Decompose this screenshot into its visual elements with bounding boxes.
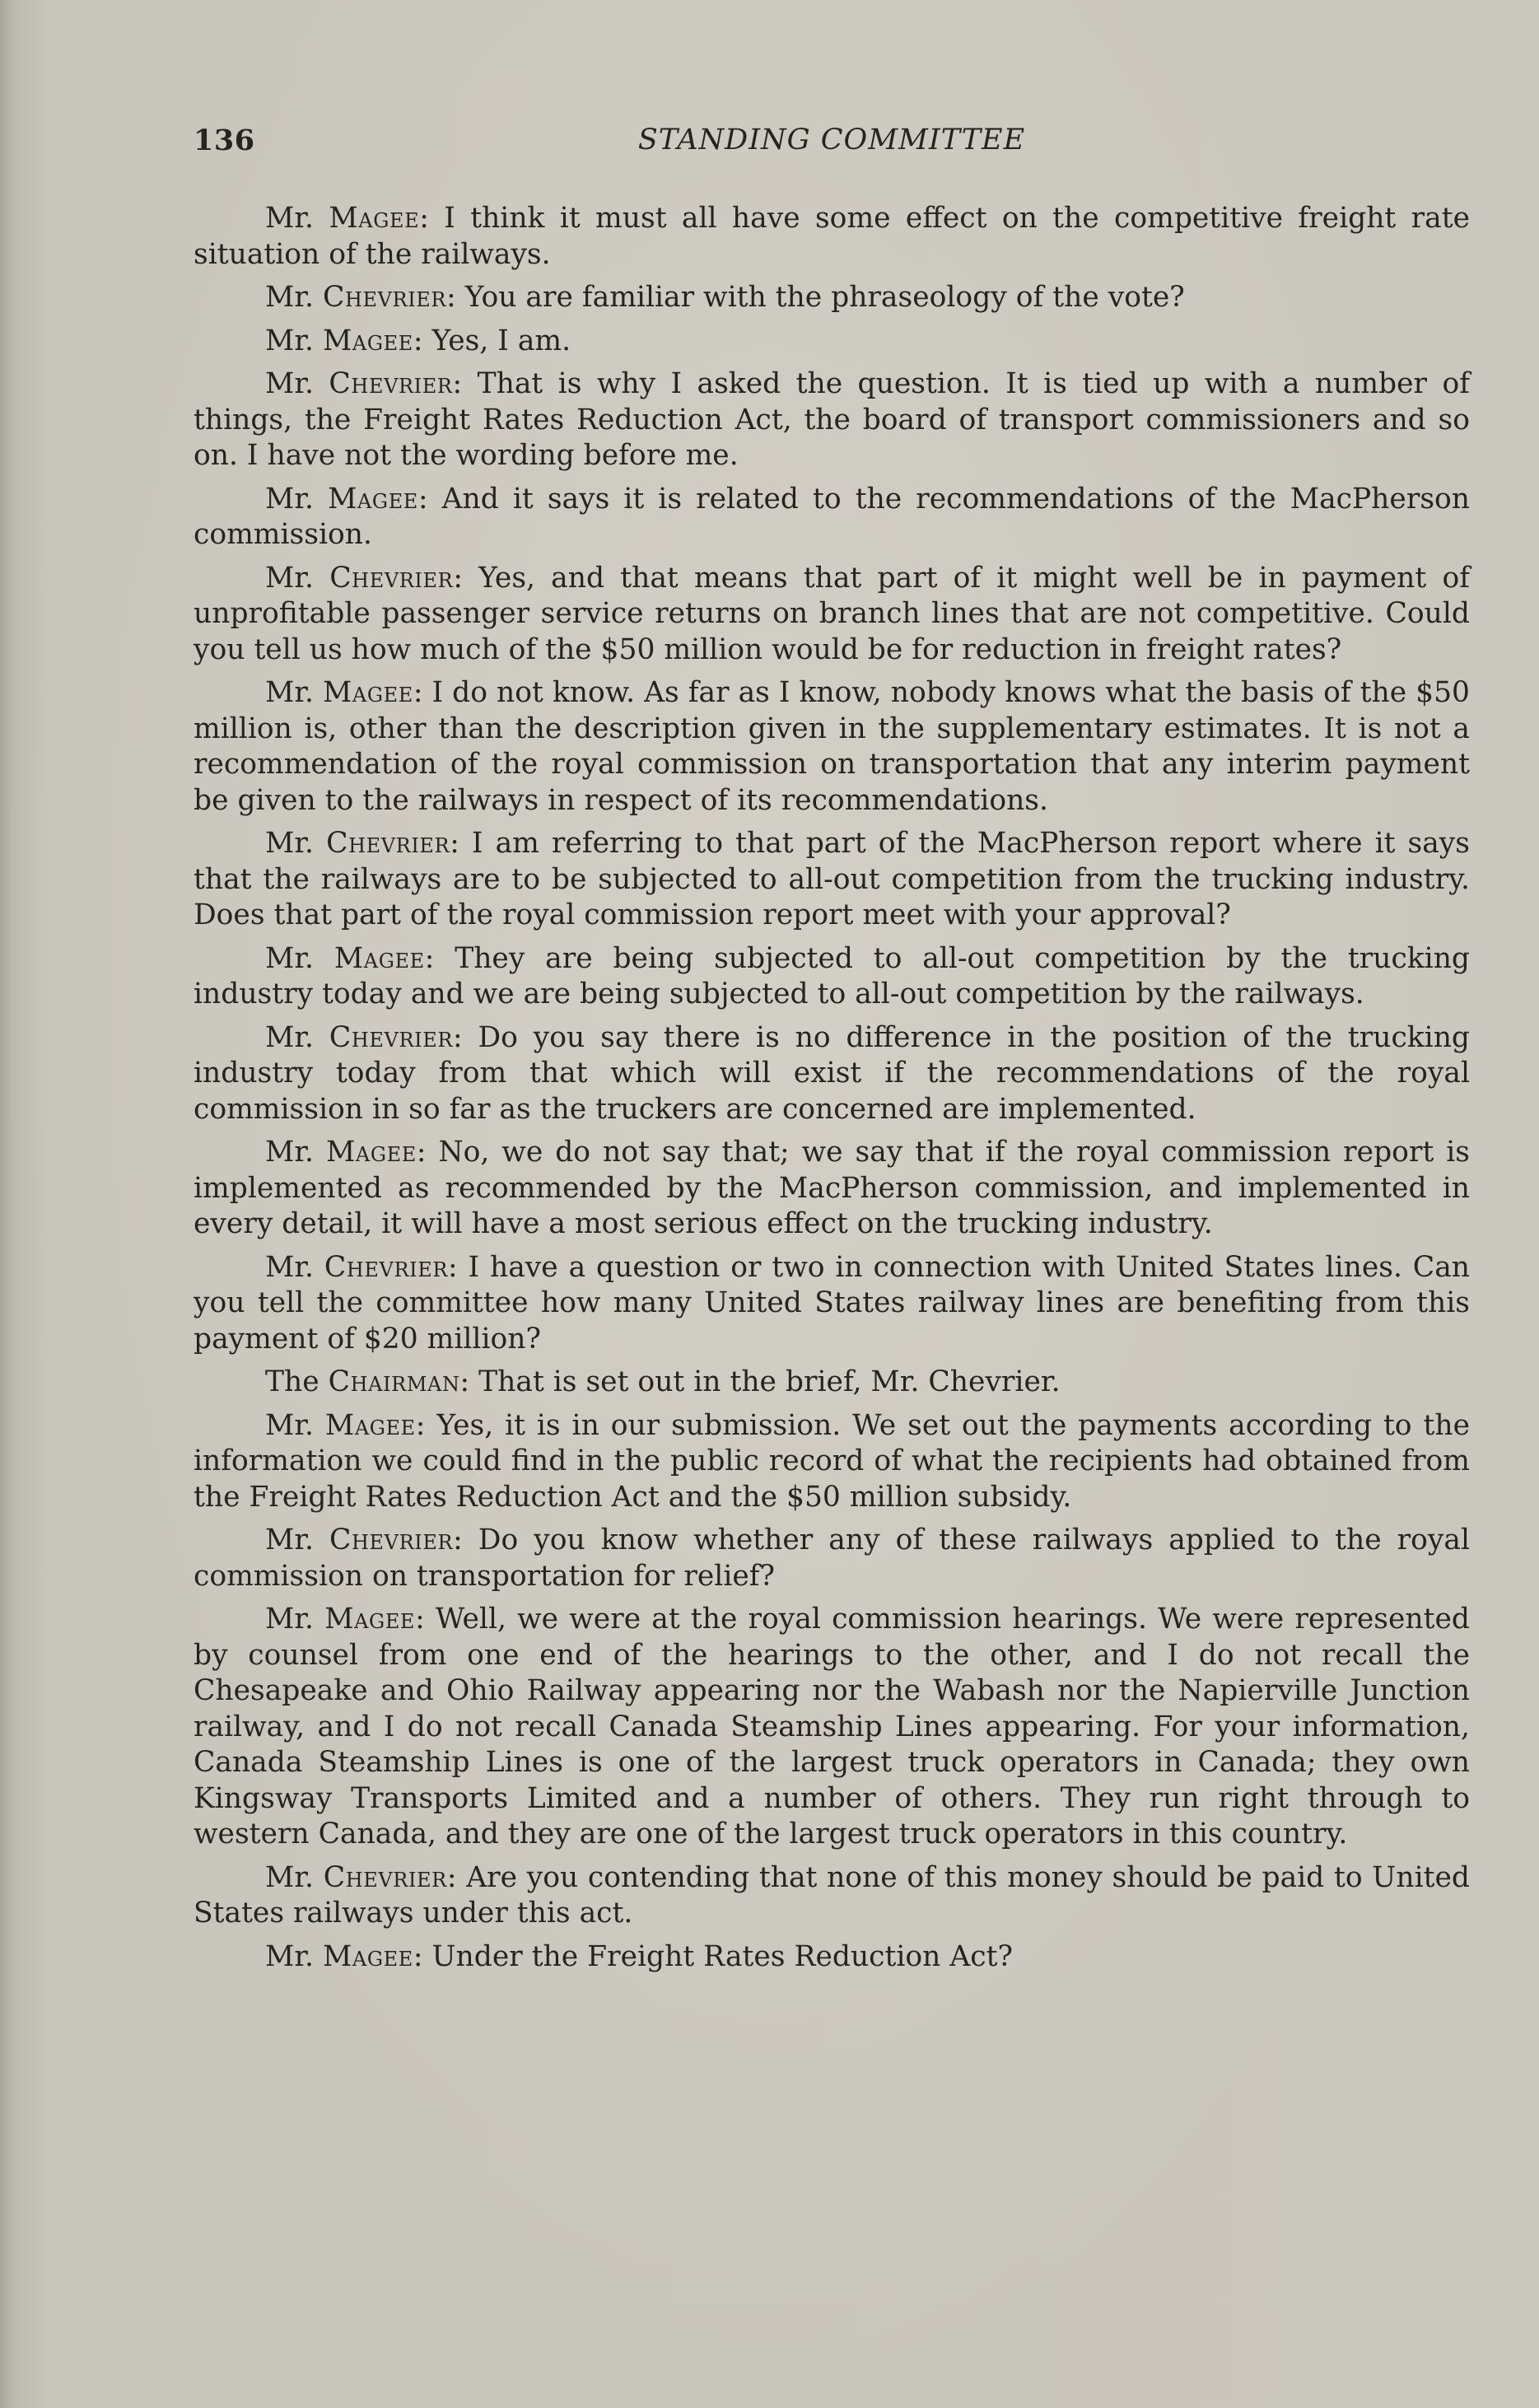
transcript-paragraph: Mr. Magee: I think it must all have some effect on the competitive freight rate situation of the railways. [194,202,1470,271]
speaker-name: Chevrier [323,1860,447,1894]
speaker-title: Mr. [265,482,314,516]
speech-text: I think it must all have some effect on the competitive freight rate situation of the railways. [194,202,1470,271]
speech-text: I have a question or two in connection with United States lines. Can you tell the committee how many United States railway lines are benefiting from this payment of $20 million? [194,1250,1470,1356]
transcript-paragraph: Mr. Magee: I do not know. As far as I know, nobody knows what the basis of the $50 million is, other than the description given in the supplementary estimates. It is not a recommendation of the royal commission on transportation that any interim payment be given to the railways in respect of its recommendations. [194,676,1470,817]
transcript-paragraph: Mr. Magee: Yes, I am. [265,324,571,357]
speaker-name: Chevrier [329,561,454,595]
speech-text: Yes, and that means that part of it might well be in payment of unprofitable passenger service returns on branch lines that are not competitive. Could you tell us how much of the $50 million would be for reduction in freight rates? [194,561,1470,666]
speaker-name: Chevrier [326,827,450,860]
transcript-paragraph: Mr. Magee: Yes, it is in our submission. We set out the payments according to the information we could find in the public record of what the recipients had obtained from the Freight Rates Reduction Act and the $50 million subsidy. [194,1408,1470,1514]
speaker-title: Mr. [265,367,314,400]
transcript-paragraph: Mr. Chevrier: That is why I asked the question. It is tied up with a number of things, the Freight Rates Reduction Act, the board of transport commissioners and so on. I have not the wording before me. [194,367,1470,472]
speech-text: I do not know. As far as I know, nobody knows what the basis of the $50 million is, other than the description given in the supplementary estimates. It is not a recommendation of the royal commission on transportation that any interim payment be given to the railways in respect of its recommendations. [194,676,1470,817]
speech-text: Are you contending that none of this money should be paid to United States railways under this act. [194,1860,1470,1930]
speaker-title: Mr. [265,1524,314,1556]
speech-text: I am referring to that part of the MacPherson report where it says that the railways are to be subjected to all-out competition from the trucking industry. Does that part of the royal commission report meet with your approval? [194,827,1470,931]
speaker-title: Mr. [265,941,314,975]
speaker-name: Magee [322,1939,413,1973]
transcript-paragraph: Mr. Chevrier: I am referring to that part of the MacPherson report where it says that the railways are to be subjected to all-out competition from the trucking industry. Does that part of the royal commission report meet with your approval? [194,827,1470,931]
speaker-title: Mr. [265,1020,314,1054]
speaker-title: Mr. [265,281,314,314]
speaker-name: Chevrier [322,281,447,314]
speaker-title: Mr. [265,202,314,235]
speaker-title: Mr. [265,1408,314,1442]
transcript-paragraph: Mr. Magee: They are being subjected to all-out competition by the trucking industry today and we are being subjected to all-out competition by the railways. [194,941,1471,1010]
transcript-paragraph: Mr. Chevrier: I have a question or two in connection with United States lines. Can you tell the committee how many United States railway lines are benefiting from this payment of $20 million? [194,1250,1470,1356]
transcript-paragraph: Mr. Magee: No, we do not say that; we say that if the royal commission report is implemented as recommended by the MacPherson commission, and implemented in every detail, it will have a most serious effect on the trucking industry. [194,1136,1470,1240]
speaker-name: Magee [325,1136,417,1169]
speaker-name: Magee [323,676,413,709]
transcript-paragraph: Mr. Chevrier: Do you know whether any of these railways applied to the royal commission on transportation for relief? [194,1524,1471,1593]
speech-text: Yes, it is in our submission. We set out the payments according to the information we could find in the public record of what the recipients had obtained from the Freight Rates Reduction Act and the $50 million subsidy. [194,1408,1470,1514]
speaker-name: Magee [328,482,418,516]
transcript-paragraph: The Chairman: That is set out in the brief, Mr. Chevrier. [265,1365,1061,1398]
speaker-name: Magee [322,324,413,357]
page-number: 136 [194,124,255,157]
page-header [194,124,1470,165]
speech-text: Do you say there is no difference in the position of the trucking industry today from that which will exist if the recommendations of the royal commission in so far as the truckers are concerned are implemented. [194,1020,1471,1126]
speaker-name: Magee [333,941,425,975]
speaker-title: Mr. [265,1603,314,1636]
speaker-name: Magee [324,1603,416,1636]
speech-text: Under the Freight Rates Reduction Act? [431,1939,1013,1973]
running-head: STANDING COMMITTEE [637,124,1026,156]
speaker-name: Chevrier [329,1020,453,1054]
transcript-paragraph: Mr. Chevrier: Do you say there is no difference in the position of the trucking industry today from that which will exist if the recommendations of the royal commission in so far as the truckers are concerned are implemented. [194,1020,1471,1126]
speaker-title: Mr. [265,827,314,860]
speech-text: Yes, I am. [431,324,571,357]
speech-text: And it says it is related to the recommendations of the MacPherson commission. [194,482,1471,551]
speech-text: Well, we were at the royal commission hearings. We were represented by counsel from one end of the hearings to the other, and I do not recall the Chesapeake and Ohio Railway appearing nor the Wabash nor the Napierville Junction railway, and I do not recall Canada Steamship Lines appearing. For your information, Canada Steamship Lines is one of the largest truck operators in Canada; they own Kingsway Transports Limited and a number of others. They run right through to western Canada, and they are one of the largest truck operators in this country. [194,1603,1470,1850]
speech-text: You are familiar with the phraseology of the vote? [464,281,1185,314]
speaker-name: Chevrier [329,367,453,400]
speaker-name: Chairman [328,1365,460,1398]
speaker-name: Chevrier [329,1524,454,1556]
speaker-title: Mr. [265,676,314,709]
speech-text: Do you know whether any of these railways applied to the royal commission on transportation for relief? [194,1524,1471,1593]
speaker-name: Magee [329,202,420,235]
transcript-paragraph: Mr. Chevrier: Are you contending that none of this money should be paid to United States railways under this act. [194,1860,1470,1930]
speaker-title: Mr. [265,1136,314,1169]
transcript-paragraph: Mr. Magee: And it says it is related to the recommendations of the MacPherson commission. [194,482,1471,551]
speech-text: That is why I asked the question. It is tied up with a number of things, the Freight Rates Reduction Act, the board of transport commissioners and so on. I have not the wording before me. [194,367,1470,472]
speaker-title: Mr. [265,1250,314,1284]
speaker-title: Mr. [265,561,314,595]
speech-text: They are being subjected to all-out competition by the trucking industry today and we are being subjected to all-out competition by the railways. [194,941,1471,1010]
speaker-title: Mr. [265,1939,314,1973]
transcript-body [194,201,1470,1982]
speaker-title: Mr. [265,1860,314,1894]
transcript-paragraph: Mr. Magee: Under the Freight Rates Reduction Act? [265,1939,1013,1973]
transcript-paragraph: Mr. Magee: Well, we were at the royal commission hearings. We were represented by counsel from one end of the hearings to the other, and I do not recall the Chesapeake and Ohio Railway appearing nor the Wabash nor the Napierville Junction railway, and I do not recall Canada Steamship Lines appearing. For your information, Canada Steamship Lines is one of the largest truck operators in Canada; they own Kingsway Transports Limited and a number of others. They run right through to western Canada, and they are one of the largest truck operators in this country. [194,1603,1470,1850]
speaker-name: Magee [324,1408,416,1442]
transcript-paragraph: Mr. Chevrier: You are familiar with the phraseology of the vote? [265,281,1185,314]
speaker-name: Chevrier [324,1250,448,1284]
speaker-title: Mr. [265,324,314,357]
speech-text: No, we do not say that; we say that if the royal commission report is implemented as recommended by the MacPherson commission, and implemented in every detail, it will have a most serious effect on the trucking industry. [194,1136,1470,1240]
transcript-paragraph: Mr. Chevrier: Yes, and that means that part of it might well be in payment of unprofitable passenger service returns on branch lines that are not competitive. Could you tell us how much of the $50 million would be for reduction in freight rates? [194,561,1470,666]
speech-text: That is set out in the brief, Mr. Chevrier. [478,1365,1061,1398]
speaker-title: The [265,1365,319,1398]
